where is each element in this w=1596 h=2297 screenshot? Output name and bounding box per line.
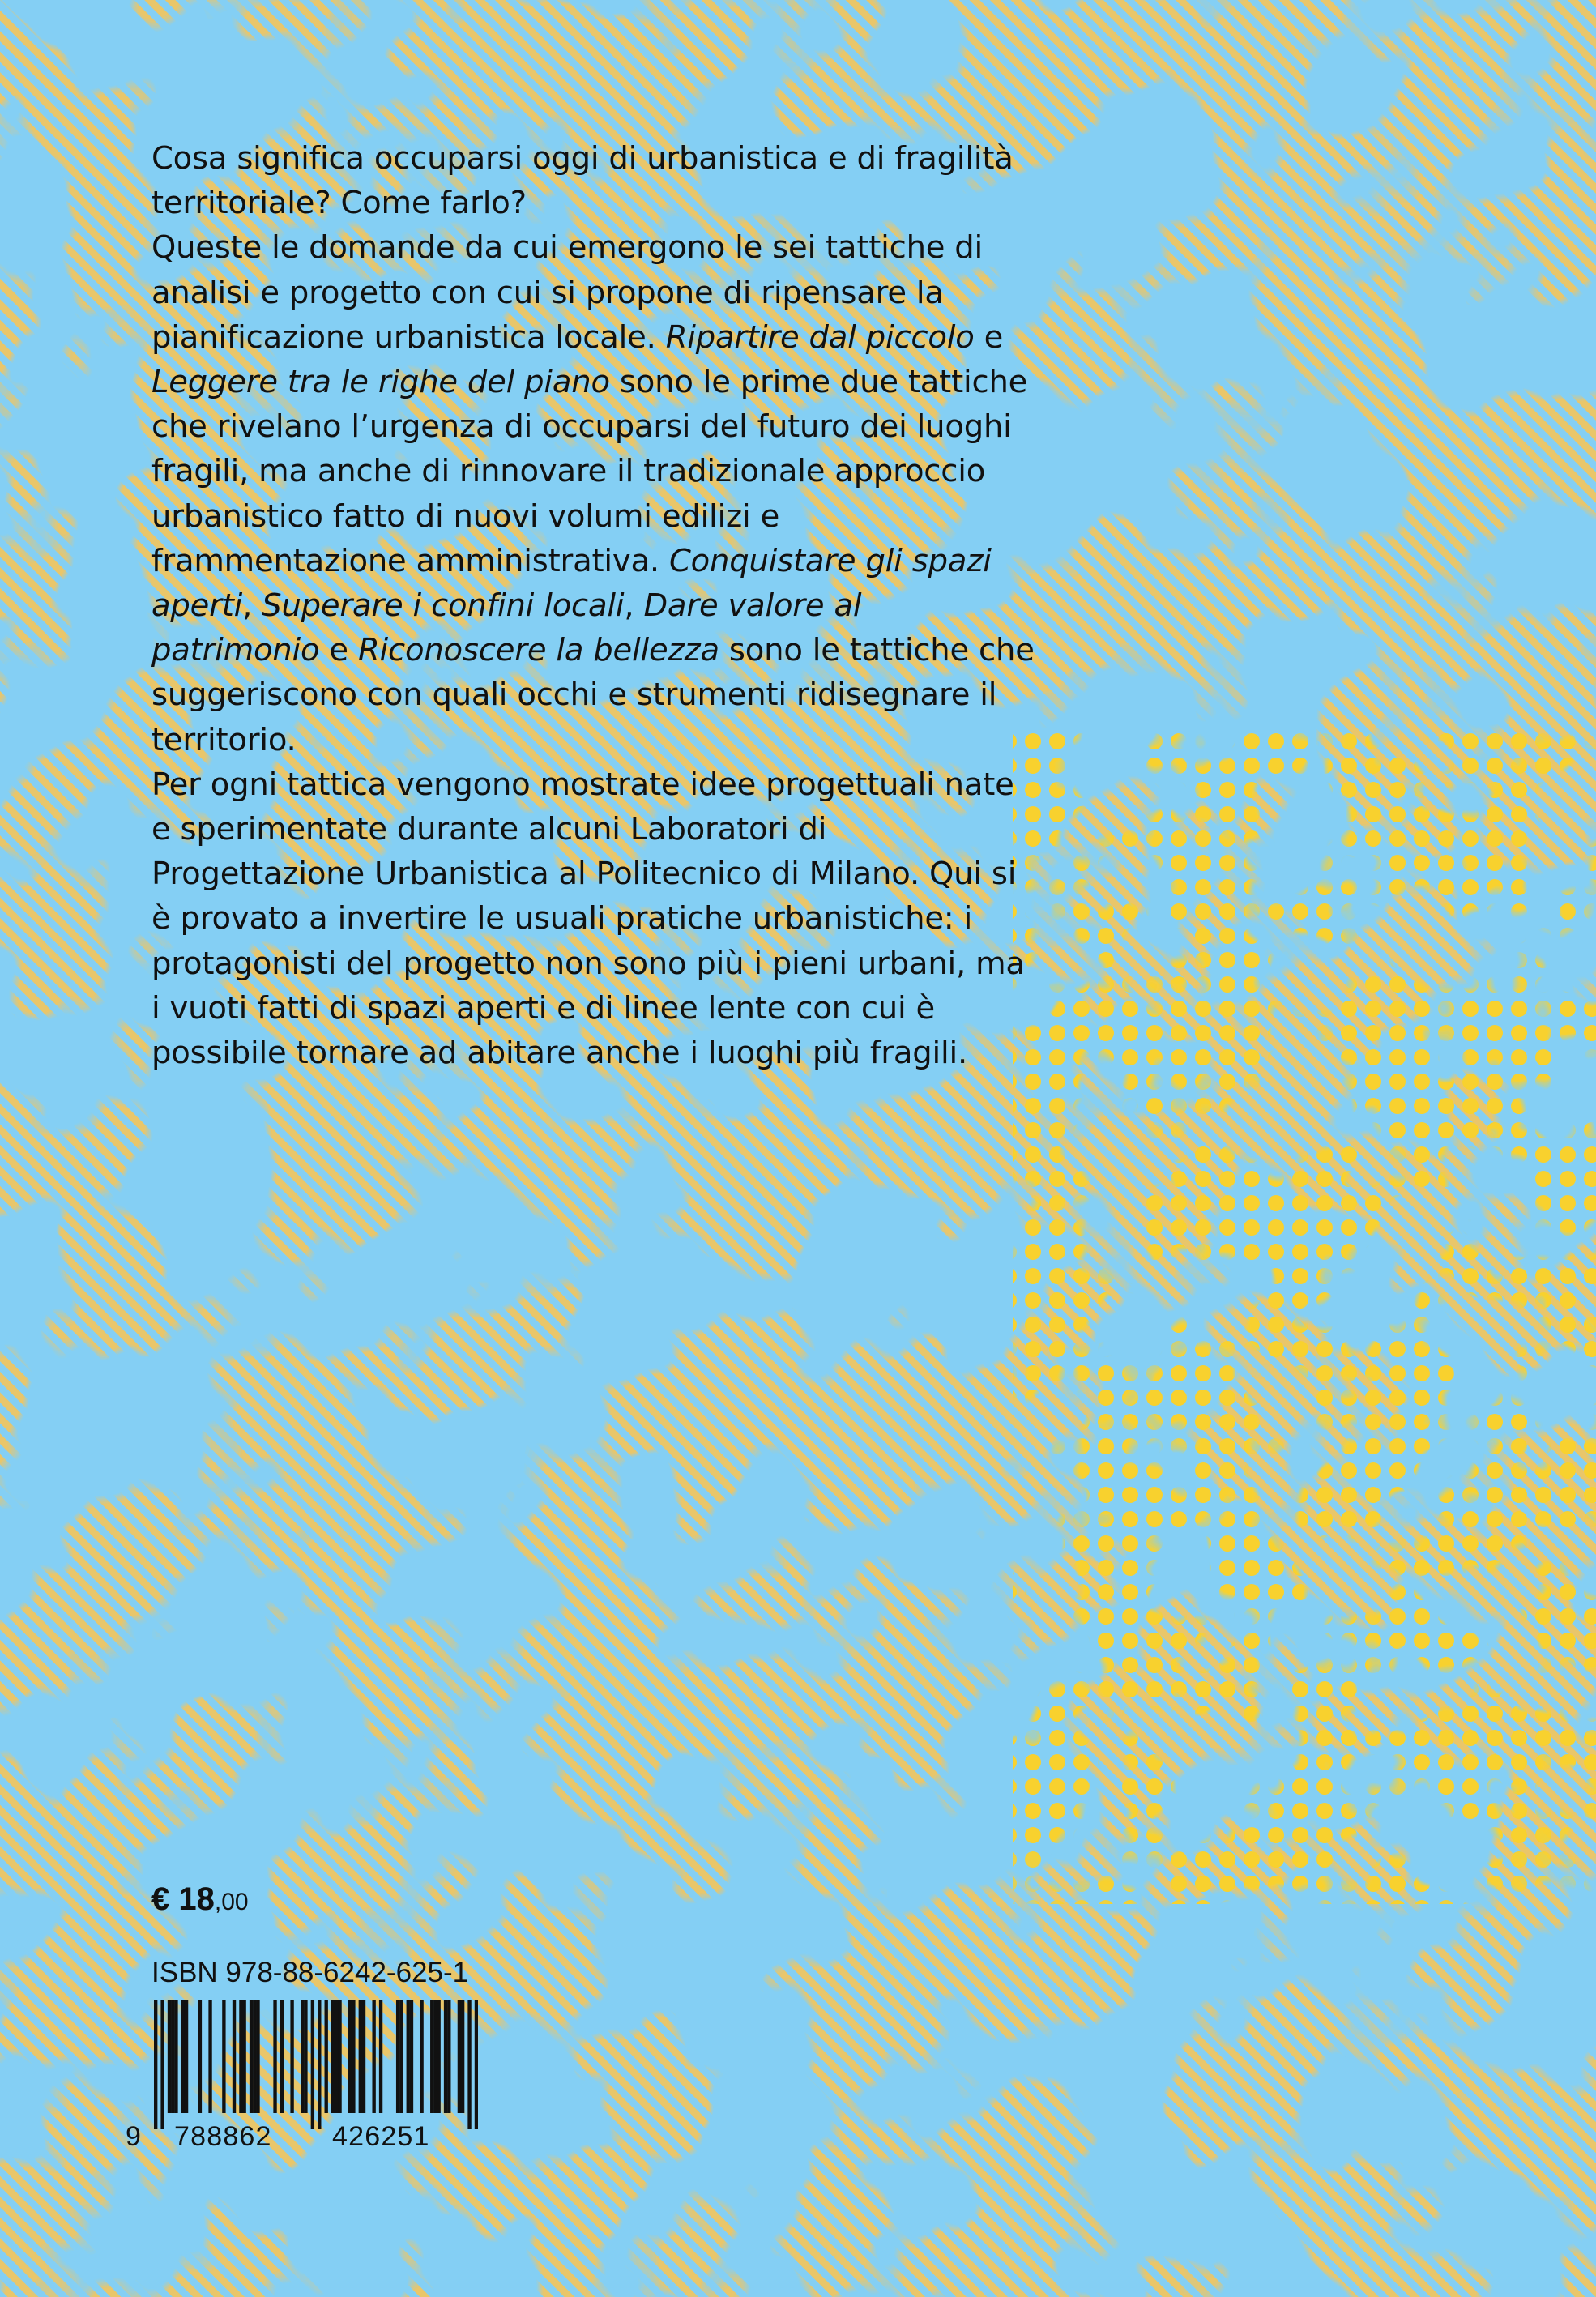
tactic-title: Leggere tra le righe del piano xyxy=(151,364,610,401)
barcode-bars xyxy=(154,2000,478,2129)
blurb-paragraph-3: Per ogni tattica vengono mostrate idee progettuali nate e sperimentate durante alcuni Laboratori di Progettazione Urbanistica al Politecnico di Milano. Qui si è provato a invertire le usuali pratiche urbanistiche: i protagonisti del progetto non sono più i pieni urbani, ma i vuoti fatti di spazi aperti e di linee lente con cui è possibile tornare ad abitare anche i luoghi più fragili. xyxy=(151,766,1025,1072)
back-cover-blurb xyxy=(151,136,1035,1075)
barcode-bar-18 xyxy=(290,2000,293,2113)
blurb-text: Queste le domande da cui emergono le sei tattiche di analisi e progetto con cui si propone di ripensare la pianificazione urbanistica locale. xyxy=(151,229,984,356)
barcode-bar-39 xyxy=(433,2000,437,2113)
barcode-bar-41 xyxy=(444,2000,447,2113)
tactic-title: Riconoscere la bellezza xyxy=(357,632,719,669)
tactic-title: Superare i confini locali xyxy=(262,587,625,625)
barcode-bar-27 xyxy=(348,2000,352,2113)
barcode-bar-1 xyxy=(160,2000,164,2129)
barcode-bar-43 xyxy=(458,2000,461,2113)
tactic-title: Conquistare gli spazi aperti xyxy=(151,542,992,625)
barcode-bar-16 xyxy=(273,2000,276,2113)
barcode-bar-35 xyxy=(407,2000,410,2113)
barcode-bar-12 xyxy=(242,2000,245,2113)
barcode-bar-17 xyxy=(280,2000,284,2113)
blurb-text: sono le prime due tattiche che rivelano l’urgenza di occuparsi del futuro dei luoghi fragili, ma anche di rinnovare il tradizionale approccio urbanistico fatto di nuovi volumi edilizi e frammentazione amministrativa. xyxy=(151,364,1028,579)
barcode-bar-0 xyxy=(154,2000,157,2129)
blurb-text: , xyxy=(624,587,644,625)
barcode-bar-23 xyxy=(325,2000,328,2113)
barcode-bar-9 xyxy=(222,2000,225,2113)
barcode-bar-14 xyxy=(253,2000,256,2113)
barcode-bar-29 xyxy=(359,2000,362,2113)
barcode-bar-40 xyxy=(437,2000,440,2113)
barcode-bar-34 xyxy=(399,2000,403,2113)
barcode-bar-33 xyxy=(396,2000,399,2113)
barcode-digits-left: 788862 xyxy=(174,2121,272,2152)
barcode-bar-37 xyxy=(420,2000,423,2113)
barcode-bar-38 xyxy=(430,2000,433,2113)
tactic-title: Ripartire dal piccolo xyxy=(665,318,975,356)
barcode-bar-7 xyxy=(198,2000,202,2113)
barcode-bar-11 xyxy=(239,2000,242,2113)
blurb-text: , xyxy=(242,587,262,625)
barcode-bar-20 xyxy=(304,2000,307,2113)
barcode-bar-4 xyxy=(174,2000,177,2113)
blurb-text: sono le tattiche che suggeriscono con quali occhi e strumenti ridisegnare il territorio. xyxy=(151,632,1035,758)
barcode-bar-25 xyxy=(335,2000,338,2113)
barcode-digits xyxy=(122,2121,486,2162)
barcode-bar-42 xyxy=(447,2000,450,2113)
barcode-bar-30 xyxy=(362,2000,365,2113)
barcode-bar-2 xyxy=(168,2000,171,2113)
barcode-bar-6 xyxy=(185,2000,188,2113)
barcode-bar-45 xyxy=(467,2000,471,2129)
barcode-bar-24 xyxy=(331,2000,335,2113)
price-main: € 18 xyxy=(151,1881,215,1917)
barcode-bar-46 xyxy=(475,2000,478,2129)
barcode-bar-31 xyxy=(372,2000,375,2113)
barcode-bar-13 xyxy=(250,2000,253,2113)
barcode-bar-19 xyxy=(301,2000,304,2113)
barcode-digit-first: 9 xyxy=(126,2121,141,2152)
barcode-bar-44 xyxy=(461,2000,464,2113)
barcode-bar-5 xyxy=(181,2000,185,2113)
barcode-bar-36 xyxy=(410,2000,413,2113)
isbn-label: ISBN 978-88-6242-625-1 xyxy=(151,1957,469,1988)
isbn-barcode xyxy=(122,2000,486,2162)
barcode-bar-3 xyxy=(171,2000,174,2113)
blurb-text: e xyxy=(974,318,1004,356)
barcode-bar-32 xyxy=(379,2000,382,2113)
tactic-title: Dare valore al patrimonio xyxy=(151,587,862,669)
barcode-bar-21 xyxy=(311,2000,314,2129)
barcode-bar-28 xyxy=(352,2000,355,2113)
barcode-bar-15 xyxy=(256,2000,259,2113)
barcode-digits-right: 426251 xyxy=(332,2121,430,2152)
blurb-text: e xyxy=(319,632,358,669)
blurb-paragraph-1: Cosa significa occuparsi oggi di urbanistica e di fragilità territoriale? Come farlo? xyxy=(151,140,1014,222)
blurb-paragraph-2 xyxy=(151,225,1035,762)
barcode-bar-10 xyxy=(233,2000,236,2113)
barcode-bar-26 xyxy=(338,2000,341,2113)
price-cents: ,00 xyxy=(214,1889,249,1915)
price xyxy=(151,1881,249,1918)
barcode-bar-8 xyxy=(208,2000,211,2113)
barcode-bar-22 xyxy=(318,2000,321,2129)
